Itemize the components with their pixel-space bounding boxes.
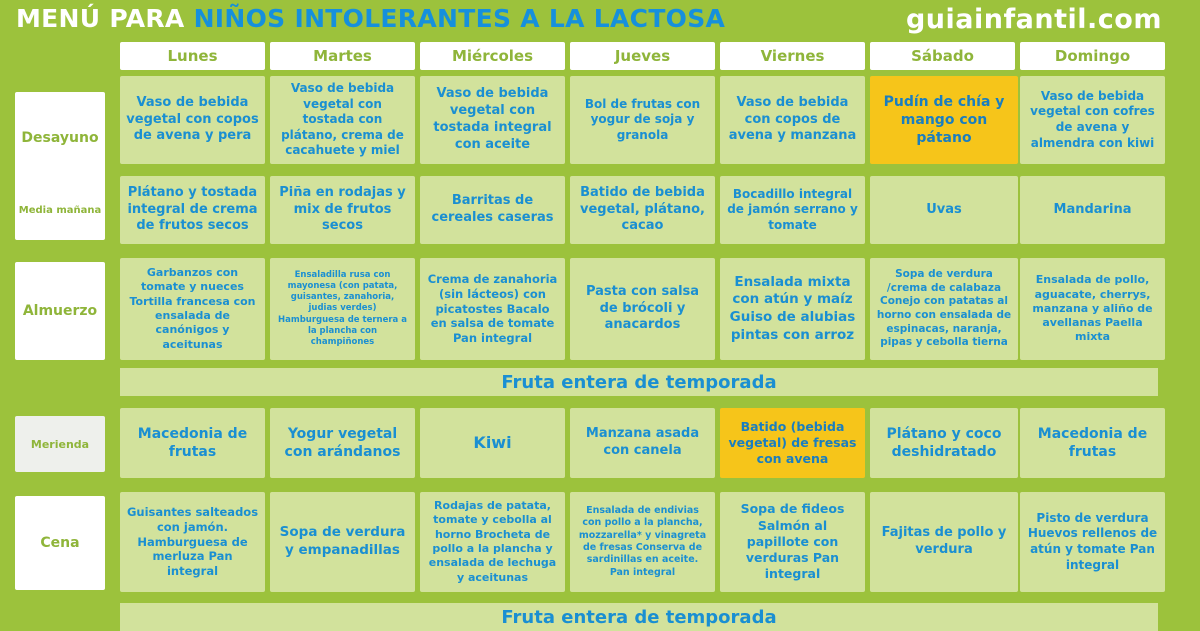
day-header-2: Miércoles bbox=[420, 42, 565, 70]
menu-cell: Garbanzos con tomate y nueces Tortilla francesa con ensalada de canónigos y aceitunas bbox=[120, 258, 265, 360]
menu-cell: Vaso de bebida vegetal con copos de avena y pera bbox=[120, 76, 265, 164]
menu-cell: Plátano y coco deshidratado bbox=[870, 408, 1018, 478]
day-header-1: Martes bbox=[270, 42, 415, 70]
day-header-5: Sábado bbox=[870, 42, 1015, 70]
menu-cell: Vaso de bebida con copos de avena y manzana bbox=[720, 76, 865, 164]
menu-cell: Fajitas de pollo y verdura bbox=[870, 492, 1018, 592]
menu-cell: Vaso de bebida vegetal con tostada con plátano, crema de cacahuete y miel bbox=[270, 76, 415, 164]
menu-cell: Ensalada de pollo, aguacate, cherrys, manzana y aliño de avellanas Paella mixta bbox=[1020, 258, 1165, 360]
menu-cell: Yogur vegetal con arándanos bbox=[270, 408, 415, 478]
day-header-6: Domingo bbox=[1020, 42, 1165, 70]
menu-cell: Vaso de bebida vegetal con cofres de avena y almendra con kiwi bbox=[1020, 76, 1165, 164]
meal-label: Cena bbox=[15, 496, 105, 590]
menu-cell: Batido de bebida vegetal, plátano, cacao bbox=[570, 176, 715, 244]
menu-cell: Rodajas de patata, tomate y cebolla al horno Brocheta de pollo a la plancha y ensalada de lechuga y aceitunas bbox=[420, 492, 565, 592]
meal-label: Almuerzo bbox=[15, 262, 105, 360]
menu-cell: Kiwi bbox=[420, 408, 565, 478]
meal-label: Merienda bbox=[15, 416, 105, 472]
menu-cell: Pudín de chía y mango con pátano bbox=[870, 76, 1018, 164]
menu-cell: Sopa de fideos Salmón al papillote con verduras Pan integral bbox=[720, 492, 865, 592]
menu-cell: Sopa de verdura y empanadillas bbox=[270, 492, 415, 592]
menu-cell: Vaso de bebida vegetal con tostada integral con aceite bbox=[420, 76, 565, 164]
fruit-bar: Fruta entera de temporada bbox=[120, 603, 1158, 631]
menu-cell: Ensalada de endivias con pollo a la plancha, mozzarella* y vinagreta de fresas Conserva de sardinillas en aceite. Pan integral bbox=[570, 492, 715, 592]
meal-label: Desayuno bbox=[15, 92, 105, 184]
title-highlight: NIÑOS INTOLERANTES A LA LACTOSA bbox=[193, 4, 726, 33]
menu-cell: Sopa de verdura /crema de calabaza Conejo con patatas al horno con ensalada de espinacas, naranja, pipas y cebolla tierna bbox=[870, 258, 1018, 360]
menu-cell: Manzana asada con canela bbox=[570, 408, 715, 478]
menu-cell: Ensalada mixta con atún y maíz Guiso de alubias pintas con arroz bbox=[720, 258, 865, 360]
menu-cell: Barritas de cereales caseras bbox=[420, 176, 565, 244]
menu-cell: Macedonia de frutas bbox=[1020, 408, 1165, 478]
menu-cell: Pasta con salsa de brócoli y anacardos bbox=[570, 258, 715, 360]
brand-logo: guiainfantil.com bbox=[905, 4, 1162, 35]
menu-cell: Guisantes salteados con jamón. Hamburguesa de merluza Pan integral bbox=[120, 492, 265, 592]
menu-cell: Uvas bbox=[870, 176, 1018, 244]
day-header-3: Jueves bbox=[570, 42, 715, 70]
menu-cell: Bol de frutas con yogur de soja y granola bbox=[570, 76, 715, 164]
menu-cell: Plátano y tostada integral de crema de frutos secos bbox=[120, 176, 265, 244]
menu-cell: Crema de zanahoria (sin lácteos) con picatostes Bacalo en salsa de tomate Pan integral bbox=[420, 258, 565, 360]
page-title bbox=[16, 4, 725, 33]
menu-cell: Mandarina bbox=[1020, 176, 1165, 244]
menu-cell: Pisto de verdura Huevos rellenos de atún y tomate Pan integral bbox=[1020, 492, 1165, 592]
meal-label: Media mañana bbox=[15, 180, 105, 240]
fruit-bar: Fruta entera de temporada bbox=[120, 368, 1158, 396]
menu-cell: Piña en rodajas y mix de frutos secos bbox=[270, 176, 415, 244]
menu-cell: Macedonia de frutas bbox=[120, 408, 265, 478]
day-header-4: Viernes bbox=[720, 42, 865, 70]
menu-cell: Ensaladilla rusa con mayonesa (con patata, guisantes, zanahoria, judias verdes) Hamburguesa de ternera a la plancha con champiñones bbox=[270, 258, 415, 360]
day-header-0: Lunes bbox=[120, 42, 265, 70]
title-part1: MENÚ PARA bbox=[16, 4, 194, 33]
menu-cell: Batido (bebida vegetal) de fresas con avena bbox=[720, 408, 865, 478]
menu-cell: Bocadillo integral de jamón serrano y tomate bbox=[720, 176, 865, 244]
